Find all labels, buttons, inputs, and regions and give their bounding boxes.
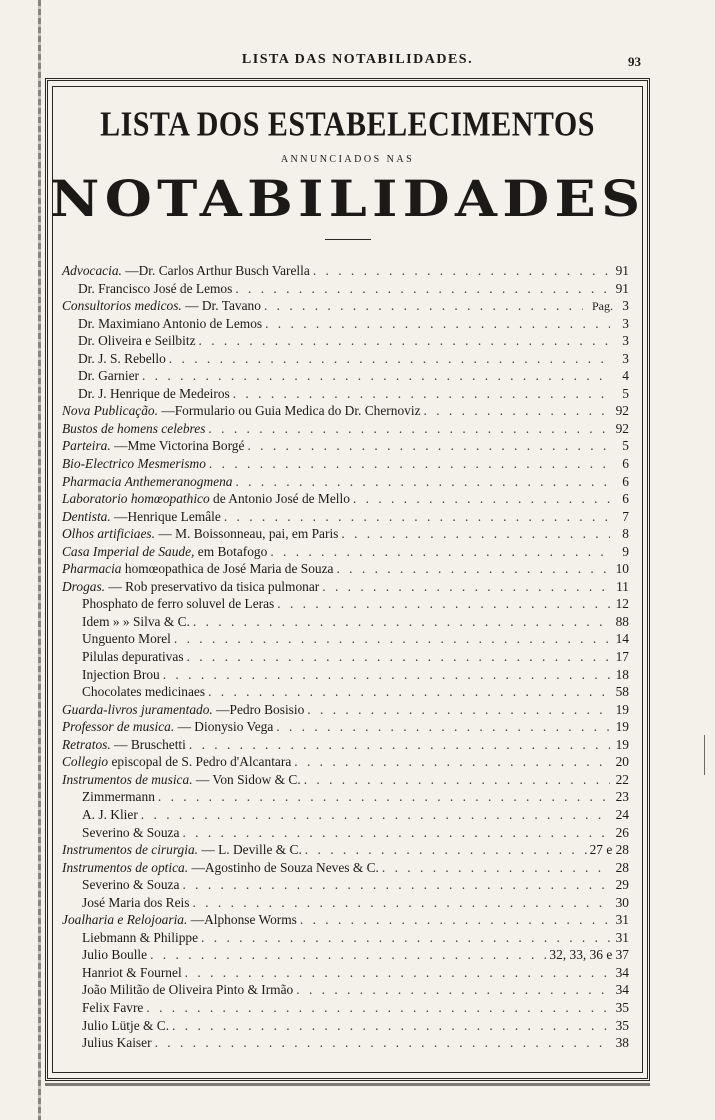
leader-dots [150, 946, 546, 964]
leader-dots [300, 911, 610, 929]
entry-category: Olhos artificiaes. [62, 526, 155, 542]
entry-category: Parteira. [62, 438, 111, 454]
entry-name: Idem » » Silva & C. [82, 613, 190, 629]
leader-dots [341, 525, 610, 543]
entry-text [82, 929, 198, 947]
list-item [62, 771, 629, 789]
entry-name: Chocolates medicinaes [82, 684, 206, 700]
entry-text [62, 420, 205, 438]
heading-divider [325, 239, 371, 240]
list-item [62, 841, 629, 859]
entry-page: 3 [622, 350, 629, 366]
entry-page: 88 [615, 613, 629, 629]
entry-text [82, 613, 190, 631]
entry-text [82, 806, 138, 824]
entry-page: 27 e 28 [589, 842, 629, 858]
entry-category: Joalharia e Relojoaria. [62, 912, 188, 928]
list-item [62, 385, 629, 403]
list-item [62, 894, 629, 912]
list-item [62, 1034, 629, 1052]
entry-text [62, 736, 186, 754]
entry-name: —Pedro Bosisio [216, 701, 305, 717]
entry-page: 11 [616, 578, 629, 594]
entry-name: Dr. Francisco José de Lemos [78, 280, 233, 296]
list-item [62, 490, 629, 508]
list-item [62, 929, 629, 947]
list-item [62, 578, 629, 596]
leader-dots [158, 788, 610, 806]
entry-name: Dr. J. Henrique de Medeiros [78, 385, 230, 401]
entry-category: Retratos. [62, 736, 111, 752]
entry-category: Consultorios medicos. [62, 298, 182, 314]
leader-dots [208, 420, 610, 438]
leader-dots [322, 578, 610, 596]
entry-text [78, 315, 262, 333]
entry-name: —Henrique Lemâle [114, 508, 221, 524]
entry-name: Dr. Oliveira e Seilbitz [78, 333, 196, 349]
entry-text [82, 788, 155, 806]
leader-dots [235, 280, 610, 298]
entry-name: —Mme Victorina Borgé [114, 438, 245, 454]
leader-dots [209, 455, 610, 473]
entry-name: — Von Sidow & C. [195, 771, 301, 787]
entry-category: Pharmacia [62, 561, 122, 577]
heading-display: NOTABILIDADES [49, 169, 646, 228]
entry-page: 26 [615, 824, 629, 840]
entry-name: —Formulario ou Guia Medica do Dr. Chernoviz [161, 403, 421, 419]
entry-name: Severino & Souza [82, 824, 180, 840]
list-item [62, 332, 629, 350]
establishment-list [62, 262, 629, 1052]
list-item [62, 262, 629, 280]
entry-name: — M. Boissonneau, pai, em Paris [158, 526, 339, 542]
entry-name: Dr. J. S. Rebello [78, 350, 166, 366]
entry-text [82, 683, 205, 701]
leader-dots [141, 806, 610, 824]
entry-text [62, 771, 301, 789]
entry-text [82, 1017, 169, 1035]
entry-page: 91 [615, 263, 629, 278]
list-item [62, 473, 629, 491]
list-item [62, 420, 629, 438]
entry-page: 38 [615, 1035, 629, 1051]
list-item [62, 946, 629, 964]
entry-name: — Rob preservativo da tisica pulmonar [108, 578, 320, 594]
list-item [62, 402, 629, 420]
entry-page: 31 [615, 929, 629, 945]
entry-name: homœopathica de José Maria de Souza [124, 561, 334, 577]
entry-page: 31 [615, 912, 629, 928]
entry-page: 35 [615, 1017, 629, 1033]
leader-dots [208, 683, 610, 701]
leader-dots [247, 437, 610, 455]
entry-category: Instrumentos de musica. [62, 771, 193, 787]
entry-name: Liebmann & Philippe [82, 929, 199, 945]
list-item [62, 859, 629, 877]
entry-name: —Alphonse Worms [190, 912, 297, 928]
entry-text [62, 437, 244, 455]
leader-dots [294, 753, 610, 771]
entry-text [62, 297, 261, 315]
leader-dots [182, 876, 610, 894]
list-item [62, 543, 629, 561]
leader-dots [224, 508, 610, 526]
entry-page: 10 [615, 561, 629, 577]
heading-subtitle: ANNUNCIADOS NAS [280, 154, 415, 165]
leader-dots [353, 490, 610, 508]
list-item [62, 701, 629, 719]
leader-dots [182, 824, 610, 842]
entry-page: 6 [622, 456, 629, 472]
entry-category: Collegio [62, 754, 109, 770]
entry-text [62, 508, 221, 526]
entry-category: Instrumentos de cirurgia. [62, 842, 199, 858]
entry-page: 8 [622, 526, 629, 542]
entry-text [82, 630, 171, 648]
entry-category: Pharmacia Anthemeranogmena [62, 473, 233, 489]
leader-dots [305, 841, 587, 859]
list-item [62, 964, 629, 982]
entry-text [62, 753, 291, 771]
leader-dots [382, 859, 610, 877]
entry-name: Pilulas depurativas [82, 649, 184, 665]
list-item [62, 297, 629, 315]
entry-category: Advocacia. [62, 263, 122, 278]
entry-page: 92 [615, 403, 629, 419]
list-item [62, 595, 629, 613]
entry-text [62, 560, 333, 578]
list-item [62, 911, 629, 929]
leader-dots [277, 595, 610, 613]
entry-page: 5 [622, 438, 629, 454]
list-item [62, 525, 629, 543]
entry-page: 14 [615, 631, 629, 647]
entry-name: — Dr. Tavano [185, 298, 261, 314]
list-item [62, 788, 629, 806]
entry-text [62, 859, 379, 877]
list-item [62, 824, 629, 842]
entry-name: José Maria dos Reis [82, 894, 190, 910]
entry-page: 19 [615, 736, 629, 752]
entry-text [82, 876, 179, 894]
list-item [62, 683, 629, 701]
entry-name: João Militão de Oliveira Pinto & Irmão [82, 982, 294, 998]
entry-name: Injection Brou [82, 666, 160, 682]
leader-dots [304, 771, 610, 789]
entry-name: Julius Kaiser [82, 1035, 152, 1051]
leader-dots [155, 1034, 610, 1052]
entry-text [82, 1034, 152, 1052]
leader-dots [185, 964, 610, 982]
entry-page: 32, 33, 36 e 37 [549, 947, 629, 963]
entry-name: Julio Boulle [82, 947, 148, 963]
entry-text [62, 490, 350, 508]
list-item [62, 508, 629, 526]
entry-page: 3 [622, 333, 629, 349]
leader-dots [235, 473, 610, 491]
leader-dots [187, 648, 610, 666]
leader-dots [199, 332, 610, 350]
heading-title: LISTA DOS ESTABELECIMENTOS [100, 105, 595, 144]
entry-page: 91 [615, 280, 629, 296]
entry-name: Hanriot & Fournel [82, 964, 182, 980]
entry-category: Bio-Electrico Mesmerismo [62, 456, 206, 472]
leader-dots [264, 297, 583, 315]
leader-dots [296, 981, 610, 999]
entry-text [82, 595, 274, 613]
entry-category: Casa Imperial de Saude, [62, 543, 195, 559]
entry-category: Guarda-livros juramentado. [62, 701, 213, 717]
list-item [62, 455, 629, 473]
list-item [62, 999, 629, 1017]
page-number: 93 [628, 54, 641, 69]
entry-text [62, 841, 302, 859]
list-item [62, 350, 629, 368]
entry-page: 23 [615, 789, 629, 805]
entry-name: Phosphato de ferro soluvel de Leras [82, 596, 275, 612]
entry-text [82, 999, 143, 1017]
entry-name: — Bruschetti [114, 736, 186, 752]
page-label: Pag. [592, 299, 613, 314]
entry-page: 92 [615, 420, 629, 436]
entry-page: 6 [622, 491, 629, 507]
list-item [62, 981, 629, 999]
leader-dots [307, 701, 610, 719]
leader-dots [172, 1017, 610, 1035]
leader-dots [169, 350, 610, 368]
list-item [62, 718, 629, 736]
entry-text [82, 824, 179, 842]
entry-name: — L. Deville & C. [201, 842, 302, 858]
entry-category: Professor de musica. [62, 719, 175, 735]
entry-text [62, 701, 304, 719]
entry-page: 22 [615, 771, 629, 787]
running-head [0, 52, 715, 72]
entry-name: de Antonio José de Mello [213, 491, 350, 507]
entry-name: —Agostinho de Souza Neves & C. [191, 859, 379, 875]
entry-page: 24 [615, 806, 629, 822]
entry-page: 3 [622, 298, 629, 314]
entry-page: 5 [622, 385, 629, 401]
entry-name: Dr. Garnier [78, 368, 139, 384]
entry-page: 17 [615, 649, 629, 665]
margin-rule [38, 0, 41, 1120]
entry-category: Dentista. [62, 508, 111, 524]
entry-text [78, 367, 139, 385]
entry-page: 58 [615, 684, 629, 700]
leader-dots [276, 718, 610, 736]
list-item [62, 280, 629, 298]
list-item [62, 367, 629, 385]
entry-page: 30 [615, 894, 629, 910]
leader-dots [336, 560, 610, 578]
list-item [62, 560, 629, 578]
list-item [62, 753, 629, 771]
entry-text [82, 964, 182, 982]
entry-text [62, 262, 310, 280]
entry-page: 12 [615, 596, 629, 612]
list-item [62, 630, 629, 648]
leader-dots [189, 736, 610, 754]
entry-text [78, 385, 230, 403]
entry-page: 28 [615, 859, 629, 875]
entry-page: 18 [615, 666, 629, 682]
running-head-title: LISTA DAS NOTABILIDADES. [241, 52, 474, 67]
entry-category: Drogas. [62, 578, 106, 594]
entry-page: 7 [622, 508, 629, 524]
entry-text [82, 666, 160, 684]
entry-name: episcopal de S. Pedro d'Alcantara [111, 754, 292, 770]
entry-text [62, 402, 421, 420]
entry-page: 35 [615, 999, 629, 1015]
entry-category: Laboratorio homœopathico [62, 491, 210, 507]
entry-text [78, 332, 196, 350]
leader-dots [424, 402, 610, 420]
leader-dots [142, 367, 610, 385]
entry-name: — Dionysio Vega [177, 719, 274, 735]
entry-name: Dr. Maximiano Antonio de Lemos [78, 315, 263, 331]
entry-name: Felix Favre [82, 999, 144, 1015]
leader-dots [193, 894, 611, 912]
list-item [62, 806, 629, 824]
leader-dots [233, 385, 610, 403]
entry-page: 29 [615, 877, 629, 893]
margin-mark [704, 735, 705, 775]
entry-text [62, 718, 273, 736]
entry-page: 34 [615, 982, 629, 998]
entry-text [82, 894, 190, 912]
list-heading [49, 105, 646, 240]
list-item [62, 315, 629, 333]
list-item [62, 666, 629, 684]
entry-page: 9 [622, 543, 629, 559]
entry-text [62, 578, 319, 596]
leader-dots [163, 666, 610, 684]
leader-dots [270, 543, 610, 561]
entry-page: 34 [615, 964, 629, 980]
leader-dots [146, 999, 610, 1017]
leader-dots [174, 630, 610, 648]
entry-category: Nova Publicação. [62, 403, 158, 419]
entry-page: 19 [615, 719, 629, 735]
list-item [62, 437, 629, 455]
entry-page: 19 [615, 701, 629, 717]
entry-name: —Dr. Carlos Arthur Busch Varella [125, 263, 310, 278]
entry-name: Severino & Souza [82, 877, 180, 893]
list-item [62, 1017, 629, 1035]
entry-category: Instrumentos de optica. [62, 859, 189, 875]
leader-dots [201, 929, 610, 947]
list-item [62, 736, 629, 754]
entry-text [62, 911, 297, 929]
list-item [62, 613, 629, 631]
leader-dots [265, 315, 610, 333]
entry-text [62, 473, 232, 491]
bottom-rule [45, 1083, 650, 1086]
list-item [62, 648, 629, 666]
entry-text [82, 648, 184, 666]
entry-text [78, 280, 232, 298]
entry-category: Bustos de homens celebres [62, 420, 206, 436]
list-item [62, 876, 629, 894]
entry-page: 6 [622, 473, 629, 489]
entry-page: 4 [622, 368, 629, 384]
entry-name: Zimmermann [82, 789, 155, 805]
entry-text [62, 455, 206, 473]
leader-dots [313, 262, 610, 280]
entry-page: 20 [615, 754, 629, 770]
leader-dots [193, 613, 610, 631]
entry-page: 3 [622, 315, 629, 331]
entry-text [62, 525, 338, 543]
entry-text [78, 350, 166, 368]
entry-name: Julio Lütje & C. [82, 1017, 170, 1033]
entry-name: A. J. Klier [82, 806, 138, 822]
entry-name: em Botafogo [197, 543, 268, 559]
entry-name: Unguento Morel [82, 631, 171, 647]
entry-text [82, 946, 147, 964]
entry-text [62, 543, 267, 561]
entry-text [82, 981, 293, 999]
